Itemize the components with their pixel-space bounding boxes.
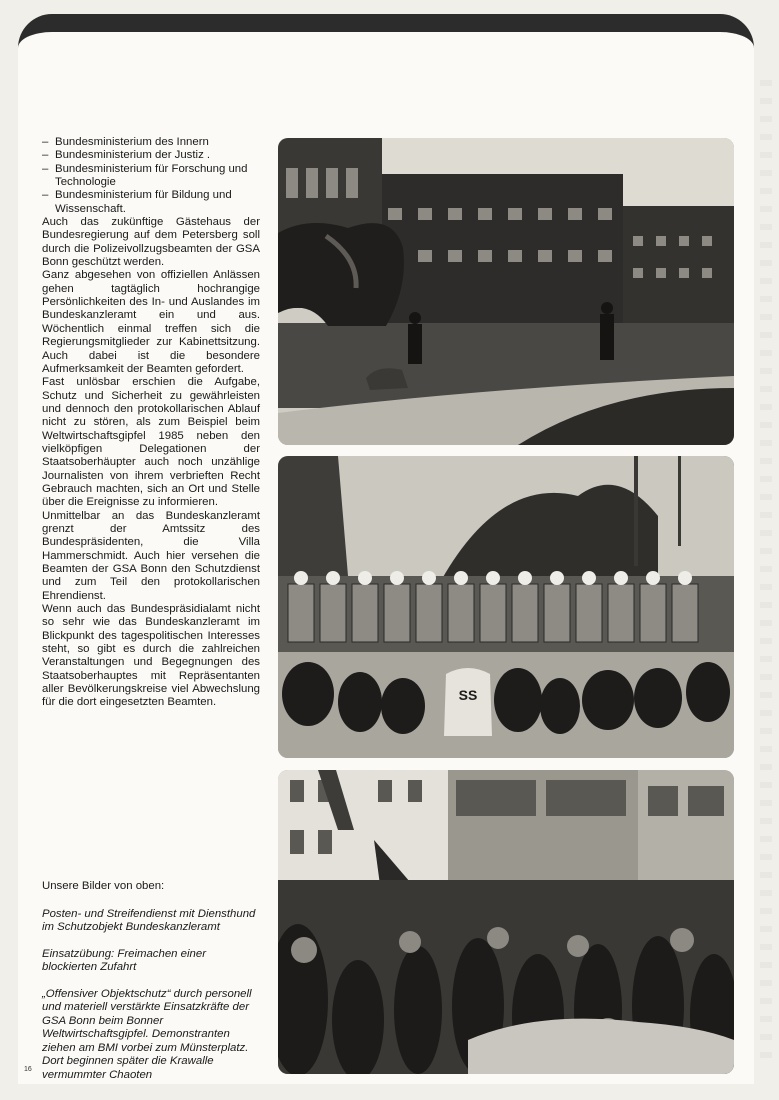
caption-photo-1: Posten- und Streifendienst mit Diensthund im Schutzobjekt Bundeskanzleramt bbox=[42, 907, 256, 933]
photo-demonstration-image bbox=[278, 770, 734, 1074]
list-item: – Bundesministerium des Innern bbox=[42, 136, 260, 149]
jersey-number: SS bbox=[458, 687, 478, 703]
page-number: 16 bbox=[24, 1066, 32, 1073]
caption-photo-2: Einsatzübung: Freimachen einer blockierten Zufahrt bbox=[42, 947, 206, 973]
body-text-column bbox=[42, 136, 260, 710]
paragraph: Wenn auch das Bundespräsidialamt nicht so sehr wie das Bundeskanzleramt im Blickpunkt des tagespolitischen Interesses steht, so gibt es durch die zahlreichen Veranstaltungen und Begegnungen des Staatsoberhauptes mit Repräsentanten aller Bevölkerungskreise viel Abwechslung für die dort eingesetzten Beamten. bbox=[42, 603, 260, 709]
ministry-list bbox=[42, 136, 260, 216]
paragraph: Unmittelbar an das Bundeskanzleramt grenzt der Amtssitz des Bundespräsidenten, die Villa Hammerschmidt. Auch hier versehen die Beamten der GSA Bonn den Schutzdienst und zum Teil den protokollarischen Ehrendienst. bbox=[42, 509, 260, 602]
list-item: – Bundesministerium der Justiz . bbox=[42, 149, 260, 162]
photo-chancellery-patrol-image bbox=[278, 138, 734, 445]
paragraph: Auch das zukünftige Gästehaus der Bundesregierung auf dem Petersberg soll durch die Polizeivollzugsbeamten der GSA Bonn geschützt werden. bbox=[42, 216, 260, 269]
photo-chancellery-patrol bbox=[278, 138, 734, 445]
photo-captions bbox=[42, 880, 260, 1095]
photo-blockade-exercise-image bbox=[278, 456, 734, 758]
caption-photo-3: „Offensiver Objektschutz“ durch personell und materiell verstärkte Einsatzkräfte der GSA Bonn beim Bonner Weltwirtschaftsgipfel. Demonstranten ziehen am BMI vorbei zum Münsterplatz. Dort beginnen später die Krawalle vermummter Chaoten bbox=[42, 987, 252, 1081]
list-item: – Bundesministerium für Forschung und Technologie bbox=[42, 163, 260, 190]
paragraph: Ganz abgesehen von offiziellen Anlässen gehen tagtäglich hochrangige Persönlichkeiten des In- und Auslandes im Bundeskanzleramt ein und aus. Wöchentlich einmal treffen sich die Regierungsmitglieder zur Kabinettsitzung. Auch dabei ist die besondere Aufmerksamkeit der Beamten gefordert. bbox=[42, 269, 260, 375]
photo-blockade-exercise bbox=[278, 456, 734, 758]
photo-demonstration bbox=[278, 770, 734, 1074]
captions-heading: Unsere Bilder von oben: bbox=[42, 880, 165, 892]
paragraph: Fast unlösbar erschien die Aufgabe, Schutz und Sicherheit zu gewährleisten und dennoch den protokollarischen Ablauf nicht zu stören, als zum Beispiel beim Weltwirtschaftsgipfel 1985 neben den vielköpfigen Delegationen der Staatsoberhäupter auch noch unzählige Journalisten von ihrem verbrieften Recht Gebrauch machten, sich an Ort und Stelle über die Ereignisse zu informieren. bbox=[42, 376, 260, 509]
list-item: – Bundesministerium für Bildung und Wissenschaft. bbox=[42, 189, 260, 216]
page-edge-texture bbox=[760, 80, 772, 1060]
